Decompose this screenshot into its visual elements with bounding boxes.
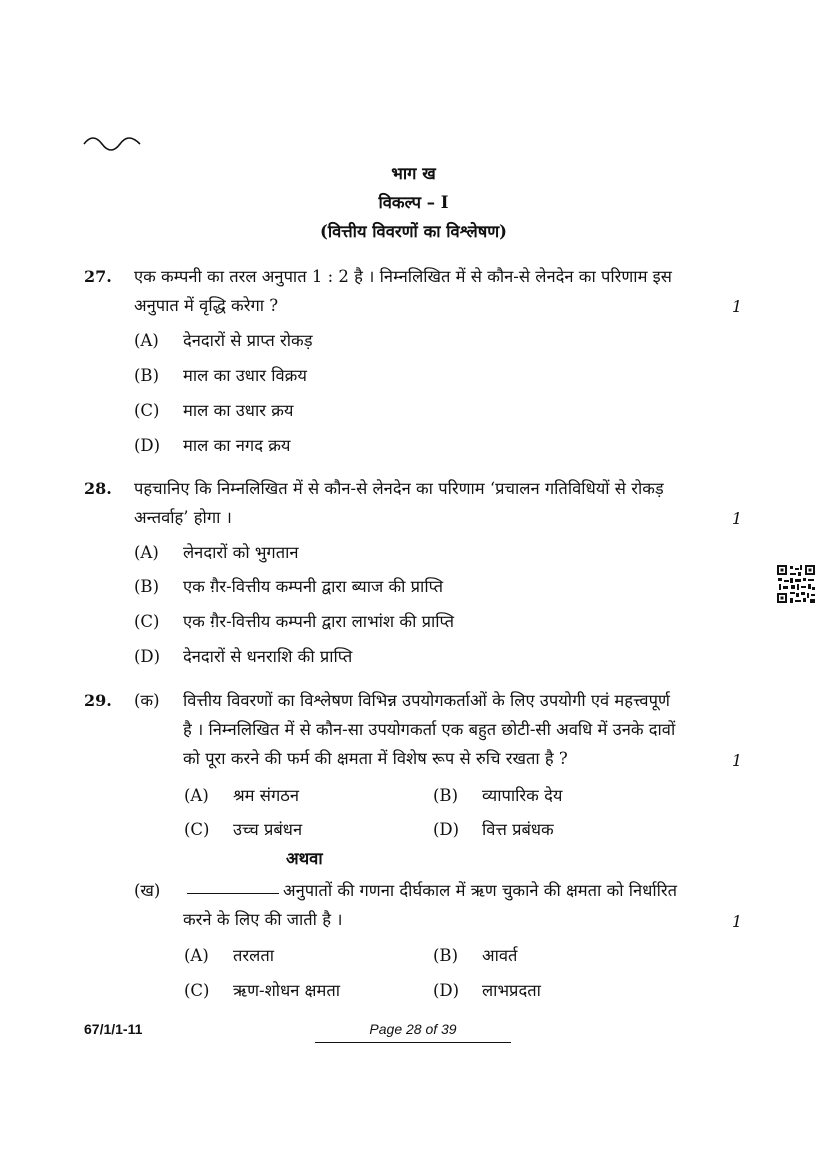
option-label: (C) — [184, 820, 210, 839]
marks: 1 — [731, 297, 742, 316]
marks: 1 — [731, 751, 742, 770]
section-subtitle: (वित्तीय विवरणों का विश्लेषण) — [320, 222, 507, 241]
option-text: एक ग़ैर-वित्तीय कम्पनी द्वारा लाभांश की प्राप्ति — [183, 612, 455, 631]
option-label: (B) — [433, 786, 458, 805]
option-text: व्यापारिक देय — [482, 786, 563, 805]
option-label: (A) — [184, 786, 209, 805]
option-label: (D) — [433, 981, 460, 1000]
option-heading: विकल्प – I — [378, 193, 449, 212]
tilde-mark-icon — [82, 132, 144, 154]
option-text: लाभप्रदता — [482, 981, 541, 1000]
option-label: (D) — [433, 820, 460, 839]
marks: 1 — [731, 509, 742, 528]
part-label: (क) — [134, 691, 160, 710]
option-label: (B) — [433, 946, 458, 965]
paper-code: 67/1/1-11 — [84, 1021, 143, 1037]
question-text: है । निम्नलिखित में से कौन-सा उपयोगकर्ता एक बहुत छोटी-सी अवधि में उनके दावों — [183, 720, 676, 739]
option-label: (C) — [184, 981, 210, 1000]
question-number: 29. — [84, 691, 112, 710]
option-text: माल का उधार क्रय — [183, 401, 294, 420]
question-text: वित्तीय विवरणों का विश्लेषण विभिन्न उपयोगकर्ताओं के लिए उपयोगी एवं महत्त्वपूर्ण — [183, 691, 670, 710]
question-text: अन्तर्वाह’ होगा । — [134, 508, 232, 527]
option-text: तरलता — [233, 946, 275, 965]
option-text: देनदारों से प्राप्त रोकड़ — [183, 331, 313, 350]
or-separator: अथवा — [286, 849, 323, 868]
option-text: वित्त प्रबंधक — [482, 820, 554, 839]
question-text: को पूरा करने की फर्म की क्षमता में विशेष रूप से रुचि रखता है ? — [183, 749, 568, 768]
option-text: श्रम संगठन — [233, 786, 299, 805]
question-text: एक कम्पनी का तरल अनुपात 1 : 2 है । निम्नलिखित में से कौन-से लेनदेन का परिणाम इस — [134, 267, 672, 286]
question-text-rest: अनुपातों की गणना दीर्घकाल में ऋण चुकाने की क्षमता को निर्धारित — [283, 881, 678, 900]
option-text: ऋण-शोधन क्षमता — [233, 981, 340, 1000]
question-text — [187, 881, 677, 901]
option-label: (D) — [134, 647, 161, 666]
option-text: देनदारों से धनराशि की प्राप्ति — [183, 647, 353, 666]
option-text: एक ग़ैर-वित्तीय कम्पनी द्वारा ब्याज की प्राप्ति — [183, 577, 444, 596]
footer-divider — [315, 1042, 511, 1043]
option-text: आवर्त — [482, 946, 518, 965]
option-label: (D) — [134, 436, 161, 455]
question-text: करने के लिए की जाती है । — [183, 910, 343, 929]
qr-code-icon — [776, 564, 816, 604]
option-text: उच्च प्रबंधन — [233, 820, 303, 839]
marks: 1 — [731, 912, 742, 931]
option-label: (A) — [134, 543, 159, 562]
option-label: (C) — [134, 401, 160, 420]
question-text: पहचानिए कि निम्नलिखित में से कौन-से लेनदेन का परिणाम ‘प्रचालन गतिविधियों से रोकड़ — [134, 479, 664, 498]
question-number: 27. — [84, 267, 112, 286]
fill-in-blank — [187, 892, 279, 894]
option-label: (B) — [134, 366, 159, 385]
section-heading: भाग ख — [391, 164, 436, 183]
option-text: लेनदारों को भुगतान — [183, 543, 299, 562]
option-label: (A) — [134, 331, 159, 350]
option-text: माल का नगद क्रय — [183, 436, 291, 455]
option-label: (C) — [134, 612, 160, 631]
question-text: अनुपात में वृद्धि करेगा ? — [134, 296, 279, 315]
part-label: (ख) — [134, 881, 161, 900]
page-number: Page 28 of 39 — [369, 1021, 457, 1037]
question-number: 28. — [84, 479, 112, 498]
option-label: (B) — [134, 577, 159, 596]
option-text: माल का उधार विक्रय — [183, 366, 307, 385]
option-label: (A) — [184, 946, 209, 965]
